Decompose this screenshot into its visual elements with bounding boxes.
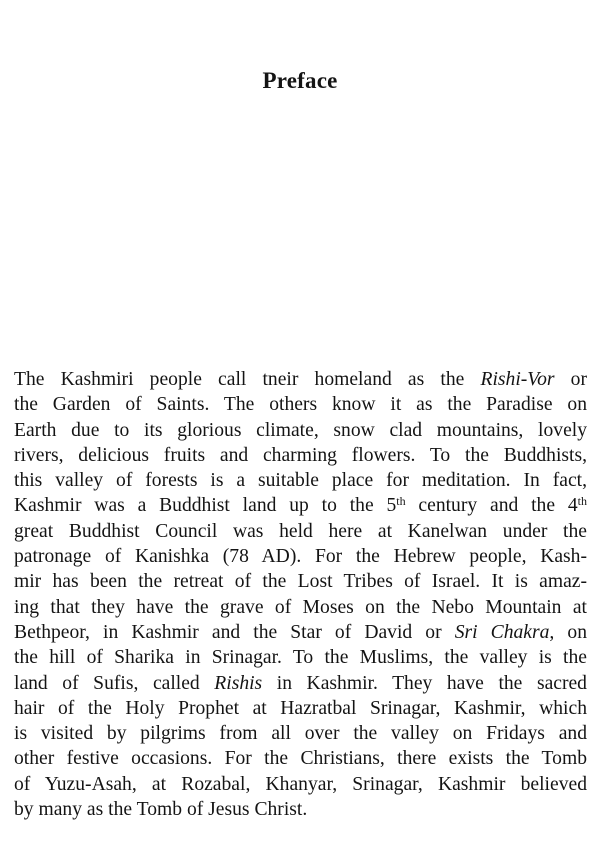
text-line-18: by many as the Tomb of Jesus Christ. [14, 799, 308, 821]
text-line-13: land of Sufis, called Rishis in Kashmir. They have the sacred [14, 672, 587, 694]
text-line-10: ing that they have the grave of Moses on the Nebo Mountain at [14, 596, 587, 618]
text-line-1: The Kashmiri people call tneir homeland as the Rishi-Vor or [14, 369, 587, 390]
text-line-7: great Buddhist Council was held here at Kanelwan under the [14, 520, 587, 542]
text-line-3: Earth due to its glorious climate, snow clad mountains, lovely [14, 419, 587, 441]
text-line-16: other festive occasions. For the Christians, there exists the Tomb [14, 748, 587, 770]
page-title: Preface [262, 68, 338, 93]
text-line-12: the hill of Sharika in Srinagar. To the Muslims, the valley is the [14, 647, 587, 669]
text-line-6: Kashmir was a Buddhist land up to the 5th century and the 4th [14, 494, 588, 517]
text-line-4: rivers, delicious fruits and charming flowers. To the Buddhists, [14, 444, 587, 466]
text-line-15: is visited by pilgrims from all over the valley on Fridays and [14, 723, 587, 745]
text-line-14: hair of the Holy Prophet at Hazratbal Srinagar, Kashmir, which [14, 697, 587, 719]
text-line-2: the Garden of Saints. The others know it as the Paradise on [14, 394, 587, 416]
preface-paragraph [14, 367, 587, 822]
text-line-17: of Yuzu-Asah, at Rozabal, Khanyar, Srinagar, Kashmir believed [14, 773, 587, 795]
text-line-8: patronage of Kanishka (78 AD). For the Hebrew people, Kash- [14, 546, 587, 568]
text-line-11: Bethpeor, in Kashmir and the Star of David or Sri Chakra, on [14, 621, 587, 643]
text-line-9: mir has been the retreat of the Lost Tribes of Israel. It is amaz- [14, 571, 587, 593]
text-line-5: this valley of forests is a suitable place for meditation. In fact, [14, 470, 587, 492]
